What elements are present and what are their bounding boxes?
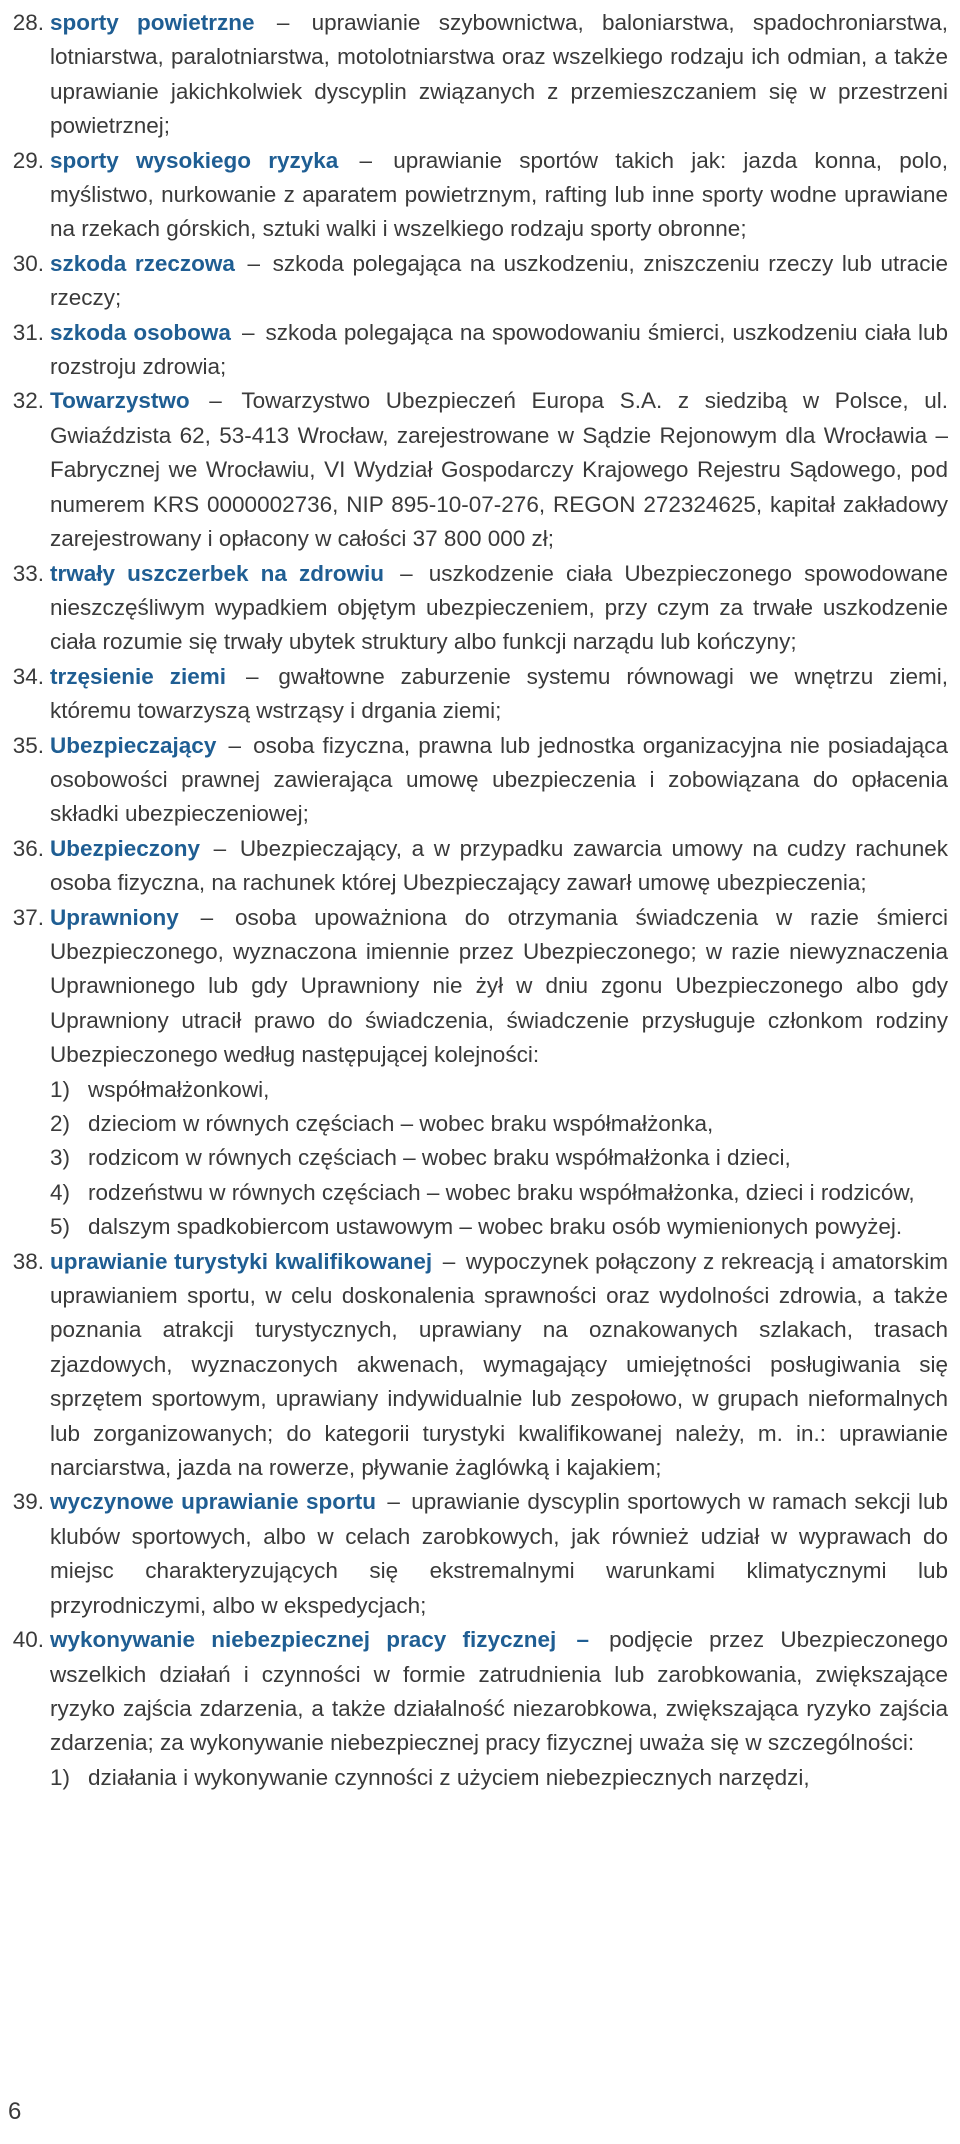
sublist-text: dzieciom w równych częściach – wobec braku współmałżonka, xyxy=(88,1111,714,1136)
definition-dash: – xyxy=(380,1489,408,1515)
definition-term: Towarzystwo xyxy=(50,388,190,414)
definition-item xyxy=(0,247,948,316)
definition-text: szkoda polegająca na spowodowaniu śmierci, uszkodzeniu ciała lub rozstroju zdrowia; xyxy=(50,319,948,380)
definition-text: uprawianie dyscyplin sportowych w ramach sekcji lub klubów sportowych, albo w celach zarobkowych, jak również udział w wyprawach do miejsc charakteryzujących się ekstremalnymi warunkami klimatycznymi lub przyrodniczymi, albo w ekspedycjach; xyxy=(50,1489,948,1618)
definition-number: 32. xyxy=(12,388,44,414)
definition-term: szkoda rzeczowa xyxy=(50,250,235,276)
definition-term: wyczynowe uprawianie sportu xyxy=(50,1489,377,1515)
definition-term: uprawianie turystyki kwalifikowanej xyxy=(50,1248,433,1274)
definition-item xyxy=(0,660,948,729)
definition-number: 36. xyxy=(12,835,44,861)
definition-body xyxy=(50,6,948,144)
sublist-item xyxy=(50,1210,948,1244)
definition-item xyxy=(0,729,948,832)
definition-item xyxy=(0,316,948,385)
definition-text: wypoczynek połączony z rekreacją i amatorskim uprawianiem sportu, w celu doskonalenia sprawności oraz wydolności zdrowia, a także poznania atrakcji turystycznych, uprawiany na oznakowanych szlakach, trasach zjazdowych, wyznaczonych akwenach, wymagający umiejętności posługiwania się sprzętem sportowym, uprawiany indywidualnie lub zespołowo, w grupach nieformalnych lub zorganizowanych; do kategorii turystyki kwalifikowanej należy, m. in.: uprawianie narciarstwa, jazda na rowerze, pływanie żaglówką i kajakiem; xyxy=(50,1248,948,1481)
definition-text: uprawianie sportów takich jak: jazda konna, polo, myślistwo, nurkowanie z aparatem powietrznym, rafting lub inne sporty wodne uprawiane na rzekach górskich, sztuki walki i wszelkiego rodzaju sporty obronne; xyxy=(50,147,948,242)
sublist-number: 5) xyxy=(50,1214,71,1240)
definition-body xyxy=(50,660,948,729)
definition-dash: – xyxy=(230,663,275,689)
sublist-item xyxy=(50,1761,948,1795)
definition-text: szkoda polegająca na uszkodzeniu, zniszczeniu rzeczy lub utracie rzeczy; xyxy=(50,250,948,311)
definition-body xyxy=(50,557,948,660)
definition-term: Ubezpieczający xyxy=(50,732,217,758)
definition-term: Ubezpieczony xyxy=(50,835,201,861)
sublist-item xyxy=(50,1141,948,1175)
sublist-number: 2) xyxy=(50,1111,71,1136)
definition-number: 34. xyxy=(12,663,44,689)
sublist-text: rodzicom w równych częściach – wobec braku współmałżonka i dzieci, xyxy=(88,1145,791,1171)
sublist-item xyxy=(50,1176,948,1210)
definition-term: sporty powietrzne xyxy=(50,10,255,35)
sublist-text: działania i wykonywanie czynności z użyciem niebezpiecznych narzędzi, xyxy=(88,1764,810,1790)
definition-dash: – xyxy=(238,250,269,276)
definition-term: wykonywanie niebezpiecznej pracy fizycznej xyxy=(50,1627,557,1653)
definition-body xyxy=(50,247,948,316)
definition-body xyxy=(50,384,948,556)
sublist-item xyxy=(50,1073,948,1107)
definition-dash: – xyxy=(193,388,238,414)
definition-body xyxy=(50,901,948,1245)
definition-text: podjęcie przez Ubezpieczonego wszelkich działań i czynności w formie zatrudnienia lub zarobkowania, zwiększające ryzyko zajścia zdarzenia, a także działalność niezarobkowa, zwiększająca ryzyko zajścia zdarzenia; za wykonywanie niebezpiecznej pracy fizycznej uważa się w szczególności: xyxy=(50,1627,948,1756)
definition-term: sporty wysokiego ryzyka xyxy=(50,147,339,173)
definition-item xyxy=(0,1623,948,1795)
definition-dash: – xyxy=(204,835,236,861)
sublist-text: rodzeństwu w równych częściach – wobec braku współmałżonka, dzieci i rodziców, xyxy=(88,1179,915,1205)
definition-text: osoba upoważniona do otrzymania świadczenia w razie śmierci Ubezpieczonego, wyznaczona imiennie przez Ubezpieczonego; w razie niewyznaczenia Uprawnionego lub gdy Uprawniony nie żył w dniu zgonu Ubezpieczonego albo gdy Uprawniony utracił prawo do świadczenia, świadczenie przysługuje członkom rodziny Ubezpieczonego według następującej kolejności: xyxy=(50,904,948,1068)
definition-number: 35. xyxy=(12,732,44,758)
definition-sublist xyxy=(50,1073,948,1245)
definition-item xyxy=(0,144,948,247)
definition-item xyxy=(0,1245,948,1486)
definition-body xyxy=(50,316,948,385)
definition-dash: – xyxy=(182,904,232,930)
definition-dash: – xyxy=(258,10,308,35)
definition-sublist xyxy=(50,1761,948,1795)
definition-dash: – xyxy=(220,732,250,758)
page-number: 6 xyxy=(8,2098,22,2125)
definition-dash: – xyxy=(342,147,390,173)
definition-body xyxy=(50,1623,948,1795)
definition-text: uprawianie szybownictwa, baloniarstwa, spadochroniarstwa, lotniarstwa, paralotniarstwa, motolotniarstwa oraz wszelkiego rodzaju ich odmian, a także uprawianie jakichkolwiek dyscyplin związanych z przemieszczaniem się w przestrzeni powietrznej; xyxy=(50,10,948,139)
definition-text: Towarzystwo Ubezpieczeń Europa S.A. z siedzibą w Polsce, ul. Gwiaździsta 62, 53-413 Wrocław, zarejestrowane w Sądzie Rejonowym dla Wrocławia – Fabrycznej we Wrocławiu, VI Wydział Gospodarczy Krajowego Rejestru Sądowego, pod numerem KRS 0000002736, NIP 895-10-07-276, REGON 272324625, kapitał zakładowy zarejestrowany i opłacony w całości 37 800 000 zł; xyxy=(50,388,948,552)
definition-number: 29. xyxy=(12,147,44,173)
definition-term: trzęsienie ziemi xyxy=(50,663,227,689)
definition-dash: – xyxy=(436,1248,462,1274)
definition-dash: – xyxy=(234,319,262,345)
sublist-number: 1) xyxy=(50,1076,71,1102)
definition-text: gwałtowne zaburzenie systemu równowagi we wnętrzu ziemi, któremu towarzyszą wstrząsy i drgania ziemi; xyxy=(50,663,948,724)
definition-number: 38. xyxy=(12,1248,44,1274)
definition-number: 30. xyxy=(12,250,44,276)
definitions-list xyxy=(0,6,948,1795)
definition-body xyxy=(50,1245,948,1486)
definition-body xyxy=(50,729,948,832)
definition-item xyxy=(0,901,948,1245)
sublist-text: współmałżonkowi, xyxy=(88,1076,270,1102)
definition-body xyxy=(50,144,948,247)
definition-dash: – xyxy=(560,1627,606,1653)
definition-number: 31. xyxy=(12,319,44,345)
definition-dash: – xyxy=(387,560,425,586)
definition-text: Ubezpieczający, a w przypadku zawarcia umowy na cudzy rachunek osoba fizyczna, na rachunek której Ubezpieczający zawarł umowę ubezpieczenia; xyxy=(50,835,948,896)
sublist-number: 1) xyxy=(50,1764,71,1790)
definition-item xyxy=(0,6,948,144)
sublist-text: dalszym spadkobiercom ustawowym – wobec braku osób wymienionych powyżej. xyxy=(88,1214,903,1240)
definition-number: 33. xyxy=(12,560,44,586)
definition-term: Uprawniony xyxy=(50,904,179,930)
definition-item xyxy=(0,557,948,660)
definition-number: 28. xyxy=(12,10,44,35)
sublist-number: 3) xyxy=(50,1145,71,1171)
definition-item xyxy=(0,1485,948,1623)
definition-text: osoba fizyczna, prawna lub jednostka organizacyjna nie posiadająca osobowości prawnej zawierająca umowę ubezpieczenia i zobowiązana do opłacenia składki ubezpieczeniowej; xyxy=(50,732,948,827)
definition-number: 37. xyxy=(12,904,44,930)
definition-text: uszkodzenie ciała Ubezpieczonego spowodowane nieszczęśliwym wypadkiem objętym ubezpieczeniem, przy czym za trwałe uszkodzenie ciała rozumie się trwały ubytek struktury albo funkcji narządu lub kończyny; xyxy=(50,560,948,655)
definition-number: 40. xyxy=(12,1627,44,1653)
definition-item xyxy=(0,832,948,901)
definition-body xyxy=(50,832,948,901)
definition-term: szkoda osobowa xyxy=(50,319,231,345)
definition-item xyxy=(0,384,948,556)
sublist-item xyxy=(50,1107,948,1141)
sublist-number: 4) xyxy=(50,1179,71,1205)
definition-body xyxy=(50,1485,948,1623)
definition-number: 39. xyxy=(12,1489,44,1515)
definition-term: trwały uszczerbek na zdrowiu xyxy=(50,560,384,586)
